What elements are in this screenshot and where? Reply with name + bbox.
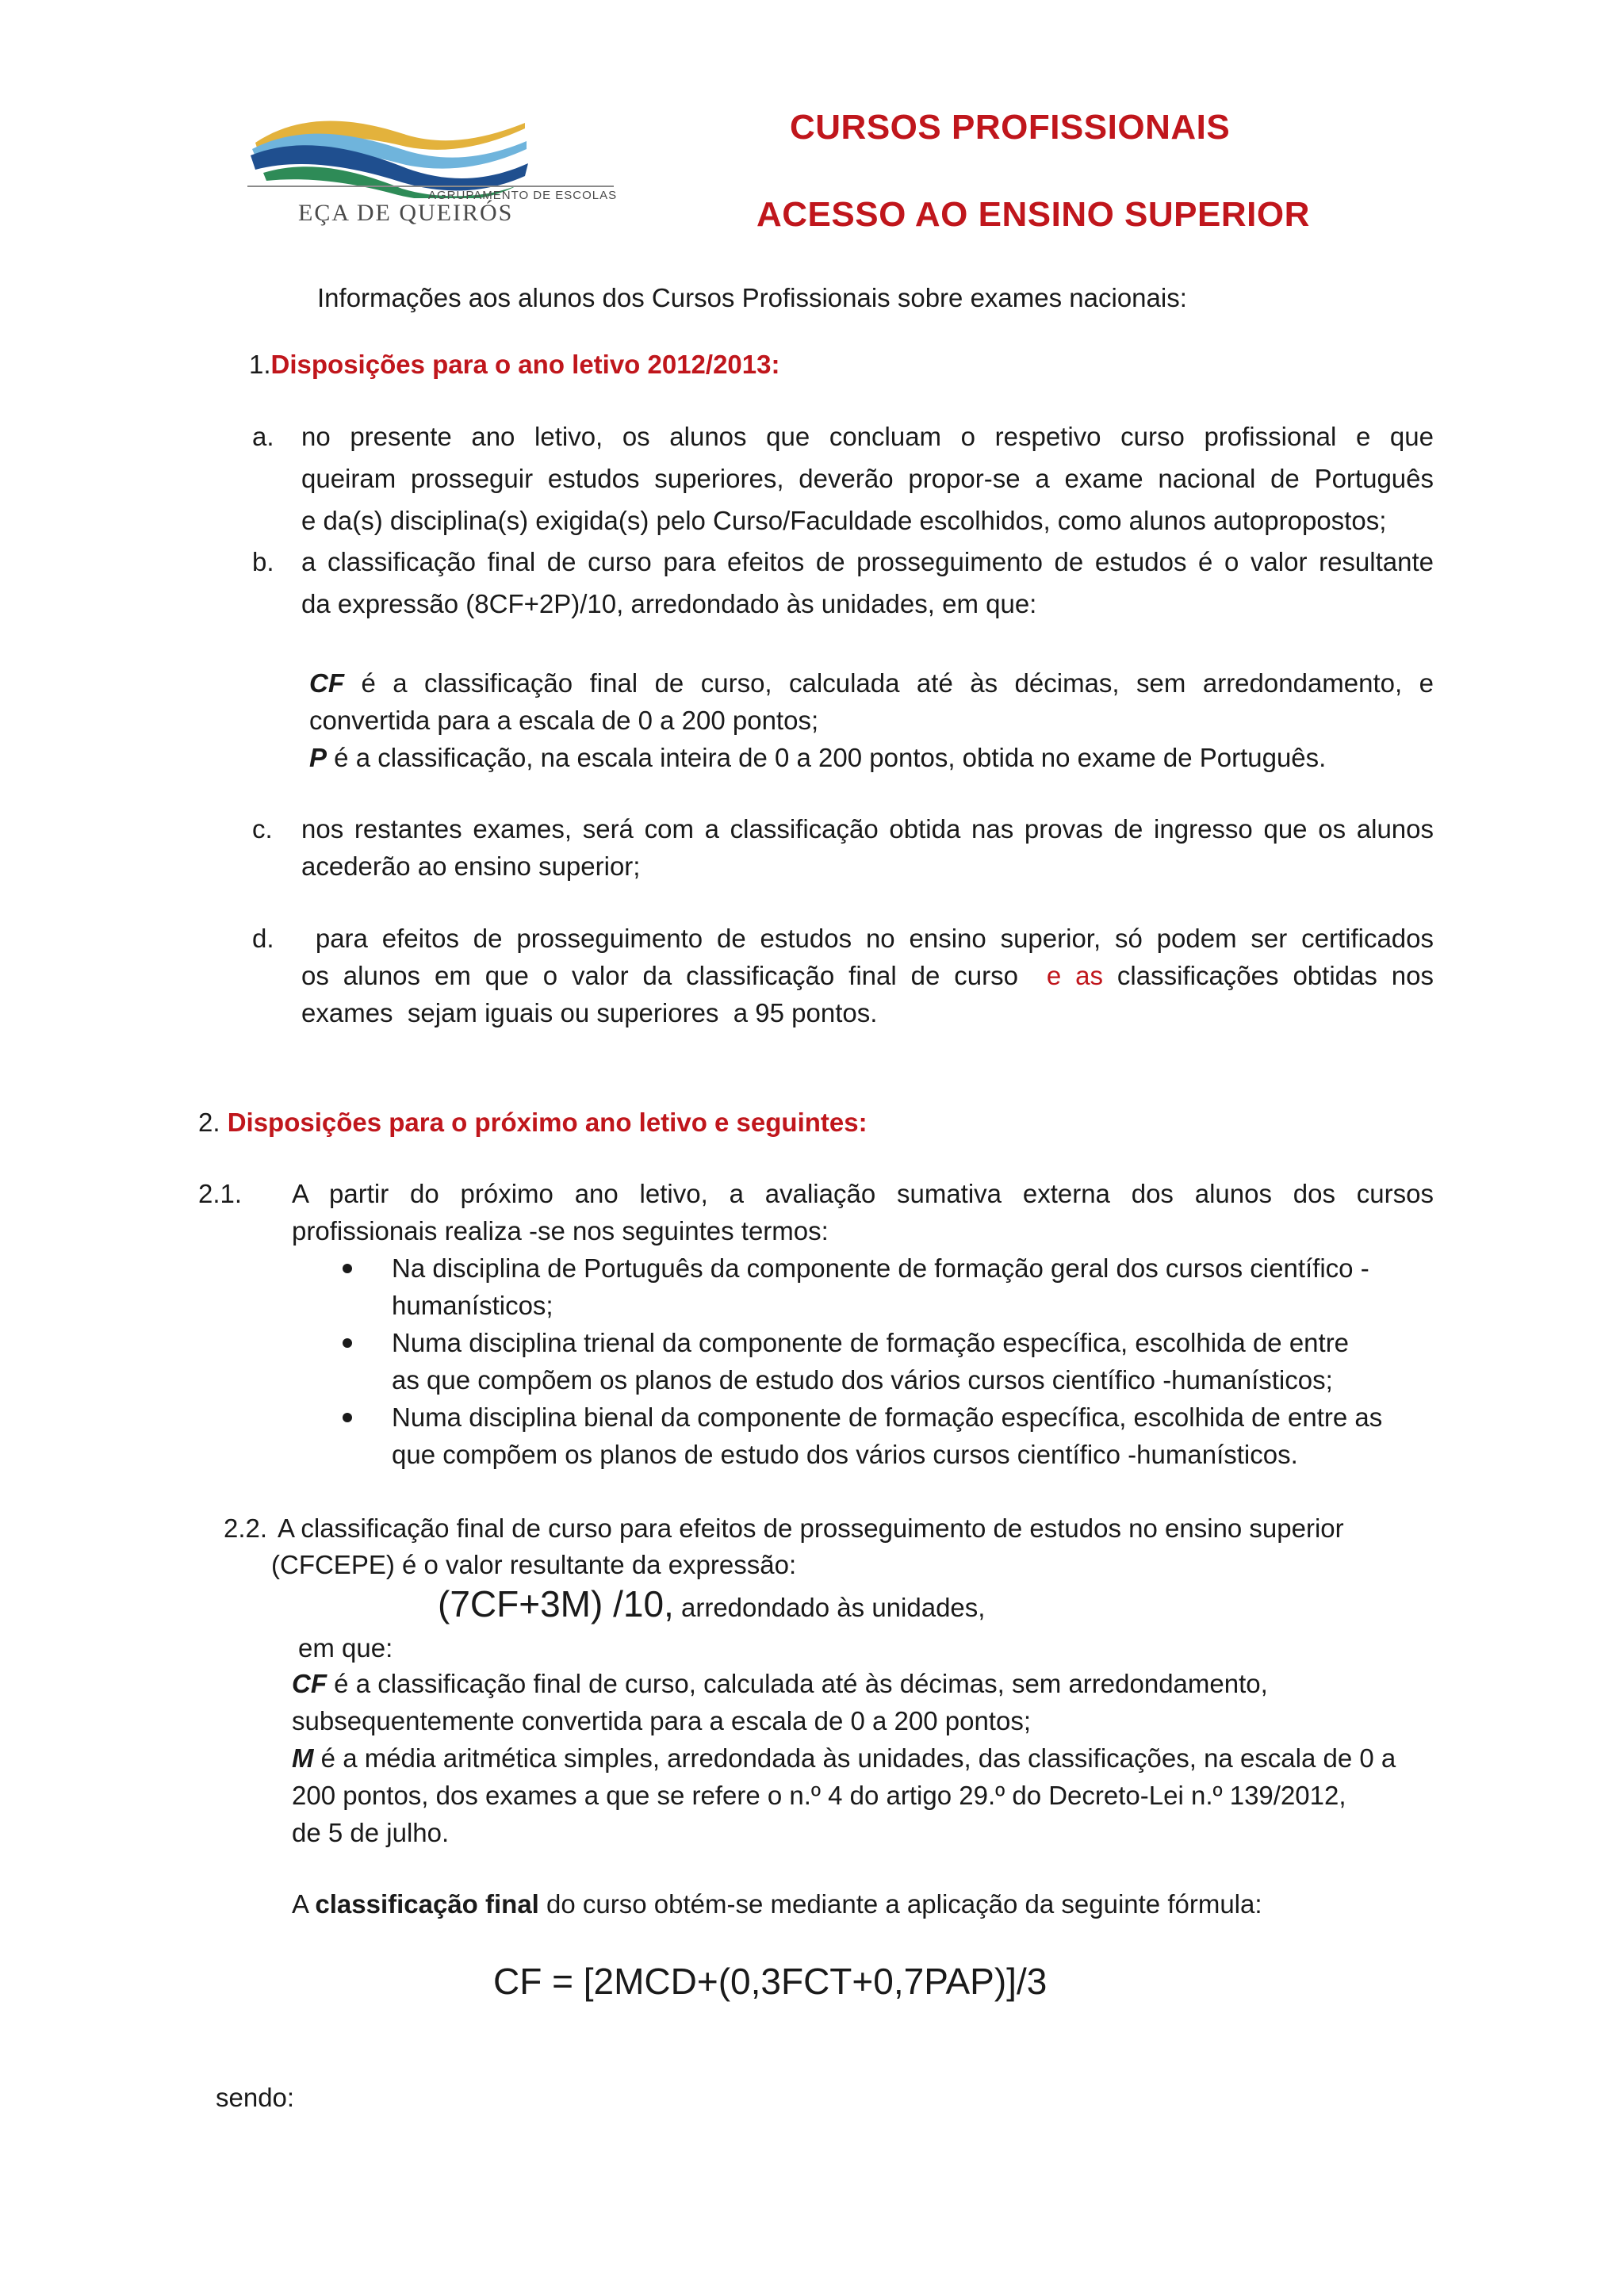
s22-cf-def: é a classificação final de curso, calculada até às décimas, sem arredondamento, [327,1669,1268,1698]
p-term: P [309,743,327,772]
bullet-1-line2: humanísticos; [392,1291,553,1320]
item-b-line1: a classificação final de curso para efeitos de prosseguimento de estudos é o valor resultante [301,547,1434,576]
item-d-label: d. [252,924,274,953]
s22-m-line3: de 5 de julho. [292,1818,450,1847]
item-d-line2 [301,957,1434,994]
cf-term: CF [309,668,344,698]
s22-line1: A classificação final de curso para efeitos de prosseguimento de estudos no ensino superior [278,1513,1344,1543]
s22-cf-line1 [292,1665,1450,1702]
s22-final-a: A [292,1889,316,1919]
s22-formula-suffix: arredondado às unidades, [673,1593,986,1622]
section1-number: 1. [249,350,271,379]
bullet-2-line1: Numa disciplina trienal da componente de formação específica, escolhida de entre [392,1328,1350,1357]
s22-m-def: é a média aritmética simples, arredondada às unidades, das classificações, na escala de 0 a [313,1743,1396,1773]
s21-line1: A partir do próximo ano letivo, a avaliação sumativa externa dos alunos dos cursos [292,1179,1434,1208]
section2-title: Disposições para o próximo ano letivo e seguintes: [227,1108,868,1137]
s22-line2: (CFCEPE) é o valor resultante da expressão: [271,1550,797,1579]
bullet-icon [343,1338,352,1348]
item-a-label: a. [252,422,274,451]
logo-small-text: AGRUPAMENTO DE ESCOLAS [428,189,618,202]
s22-formula-line [438,1582,985,1626]
sendo-text: sendo: [216,2083,295,2112]
section2-heading [198,1104,868,1141]
section2-number: 2. [198,1108,228,1137]
page-subtitle: ACESSO AO ENSINO SUPERIOR [756,195,1310,234]
item-c-line1: nos restantes exames, será com a classificação obtida nas provas de ingresso que os alunos [301,814,1434,844]
item-d-line2-highlight: e as [1032,961,1103,990]
item-d-text [301,920,1434,1031]
school-logo [247,103,620,238]
s21-bullet-item [343,1249,1434,1324]
s22-final-line [292,1885,1262,1923]
bullet-1-line1: Na disciplina de Português da componente de formação geral dos cursos científico - [392,1253,1369,1283]
item-b-definitions [309,664,1434,776]
item-b-cf-line2: convertida para a escala de 0 a 200 pontos; [309,706,819,735]
s22-m-line2: 200 pontos, dos exames a que se refere o n.º 4 do artigo 29.º do Decreto-Lei n.º 139/2012, [292,1781,1346,1810]
cf-formula: CF = [2MCD+(0,3FCT+0,7PAP)]/3 [493,1961,1048,2002]
item-b-line2: da expressão (8CF+2P)/10, arredondado às unidades, em que: [301,589,1037,618]
item-d-line2-part1: os alunos em que o valor da classificação final de curso [301,961,1032,990]
intro-text: Informações aos alunos dos Cursos Profissionais sobre exames nacionais: [317,283,1187,312]
s22-final-bold: classificação final [315,1889,539,1919]
s21-bullet-list [343,1249,1434,1473]
bullet-icon [343,1413,352,1422]
s22-m-line1 [292,1739,1450,1777]
s22-em-que: em que: [298,1633,393,1663]
logo-big-text: EÇA DE QUEIRÓS [298,200,514,226]
s22-label: 2.2. [224,1513,268,1543]
s21-line2: profissionais realiza -se nos seguintes termos: [292,1216,829,1246]
s21-label: 2.1. [198,1179,243,1208]
item-d-line3: exames sejam iguais ou superiores a 95 pontos. [301,998,878,1027]
item-b-p-line [309,739,1434,776]
section1-title: Disposições para o ano letivo 2012/2013: [270,350,780,379]
bullet-3-line1: Numa disciplina bienal da componente de formação específica, escolhida de entre as [392,1402,1383,1432]
item-c-label: c. [252,814,273,844]
s21-text [292,1175,1434,1249]
item-b-label: b. [252,547,274,576]
s22-cf-line2: subsequentemente convertida para a escala de 0 a 200 pontos; [292,1706,1031,1735]
item-d-line2-part2: classificações obtidas nos [1103,961,1434,990]
item-a-line3: e da(s) disciplina(s) exigida(s) pelo Curso/Faculdade escolhidos, como alunos autopropostos; [301,506,1387,535]
logo-divider [247,186,614,187]
cf-definition: é a classificação final de curso, calculada até às décimas, sem arredondamento, e [344,668,1434,698]
bullet-icon [343,1264,352,1273]
p-definition: é a classificação, na escala inteira de 0 a 200 pontos, obtida no exame de Português. [327,743,1327,772]
item-c-text [301,810,1434,885]
s22-final-b: do curso obtém-se mediante a aplicação da seguinte fórmula: [538,1889,1262,1919]
logo-waves-icon [247,103,533,198]
item-d-line1: para efeitos de prosseguimento de estudos no ensino superior, só podem ser certificados [301,924,1434,953]
s22-formula: (7CF+3M) /10, [438,1583,674,1624]
bullet-3-line2: que compõem os planos de estudo dos vários cursos científico -humanísticos. [392,1440,1298,1469]
s22-m-term: M [292,1743,314,1773]
item-c-line2: acederão ao ensino superior; [301,851,641,881]
s22-definitions [292,1665,1450,1851]
item-a-line1: no presente ano letivo, os alunos que concluam o respetivo curso profissional e que [301,422,1434,451]
item-a-text [301,418,1434,539]
item-b-text [301,543,1434,622]
item-a-line2: queiram prosseguir estudos superiores, deverão propor-se a exame nacional de Português [301,464,1434,493]
s21-bullet-item [343,1324,1434,1399]
item-b-cf-line1 [309,664,1434,702]
page-title: CURSOS PROFISSIONAIS [790,108,1231,147]
s21-bullet-item [343,1399,1434,1473]
s22-cf-term: CF [292,1669,327,1698]
section1-heading [249,346,779,383]
bullet-2-line2: as que compõem os planos de estudo dos vários cursos científico -humanísticos; [392,1365,1333,1395]
